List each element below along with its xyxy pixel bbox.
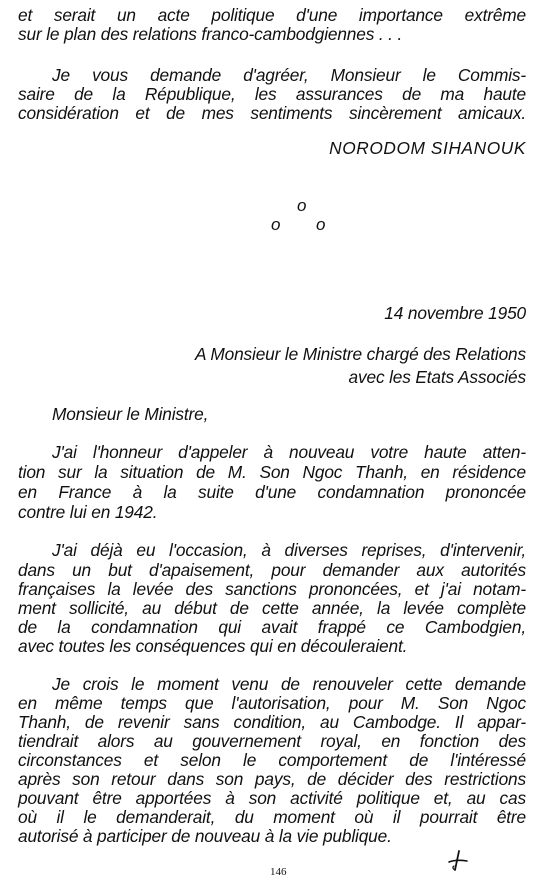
- letter-date: 14 novembre 1950: [384, 303, 526, 323]
- body-line: après son retour dans son pays, de décider des restrictions: [18, 769, 526, 789]
- body-line: en France à la suite d'une condamnation prononcée: [18, 482, 526, 502]
- body-line: en même temps que l'autorisation, pour M. Son Ngoc: [18, 693, 526, 713]
- salutation: Monsieur le Ministre,: [52, 404, 209, 424]
- separator-mark: o: [271, 215, 281, 234]
- body-line: de la condamnation qui avait frappé ce Cambodgien,: [18, 617, 526, 637]
- signature: NORODOM SIHANOUK: [329, 138, 526, 158]
- body-line: où il le demanderait, du moment où il pourrait être: [18, 807, 526, 827]
- body-line: tiendrait alors au gouvernement royal, en fonction des: [18, 731, 526, 751]
- body-line: contre lui en 1942.: [18, 502, 158, 522]
- body-line: J'ai déjà eu l'occasion, à diverses reprises, d'intervenir,: [52, 540, 526, 560]
- handwritten-mark-icon: [446, 850, 470, 872]
- body-line: circonstances et selon le comportement de l'intéressé: [18, 750, 526, 770]
- body-line: dans un but d'apaisement, pour demander aux autorités: [18, 560, 526, 580]
- body-line: ment sollicité, au début de cette année, la levée complète: [18, 598, 526, 618]
- page-number: 146: [270, 866, 287, 878]
- body-line: et serait un acte politique d'une importance extrême: [18, 5, 526, 25]
- separator-mark: o: [297, 196, 307, 215]
- addressee-line: A Monsieur le Ministre chargé des Relations: [194, 344, 526, 364]
- addressee-line: avec les Etats Associés: [348, 367, 526, 387]
- body-line: autorisé à participer de nouveau à la vie publique.: [18, 826, 392, 846]
- body-line: tion sur la situation de M. Son Ngoc Thanh, en résidence: [18, 462, 526, 482]
- body-line: Je vous demande d'agréer, Monsieur le Commis-: [52, 65, 526, 85]
- body-line: sur le plan des relations franco-cambodgiennes . . .: [18, 24, 403, 44]
- separator-mark: o: [316, 215, 326, 234]
- body-line: J'ai l'honneur d'appeler à nouveau votre haute atten-: [52, 442, 526, 462]
- body-line: avec toutes les conséquences qui en découleraient.: [18, 636, 408, 656]
- body-line: Je crois le moment venu de renouveler cette demande: [52, 674, 526, 694]
- body-line: considération et de mes sentiments sincèrement amicaux.: [18, 103, 526, 123]
- body-line: françaises la levée des sanctions prononcées, et j'ai notam-: [18, 579, 526, 599]
- body-line: pouvant être apportées à son activité politique et, au cas: [18, 788, 526, 808]
- body-line: saire de la République, les assurances de ma haute: [18, 84, 526, 104]
- body-line: Thanh, de revenir sans condition, au Cambodge. Il appar-: [18, 712, 526, 732]
